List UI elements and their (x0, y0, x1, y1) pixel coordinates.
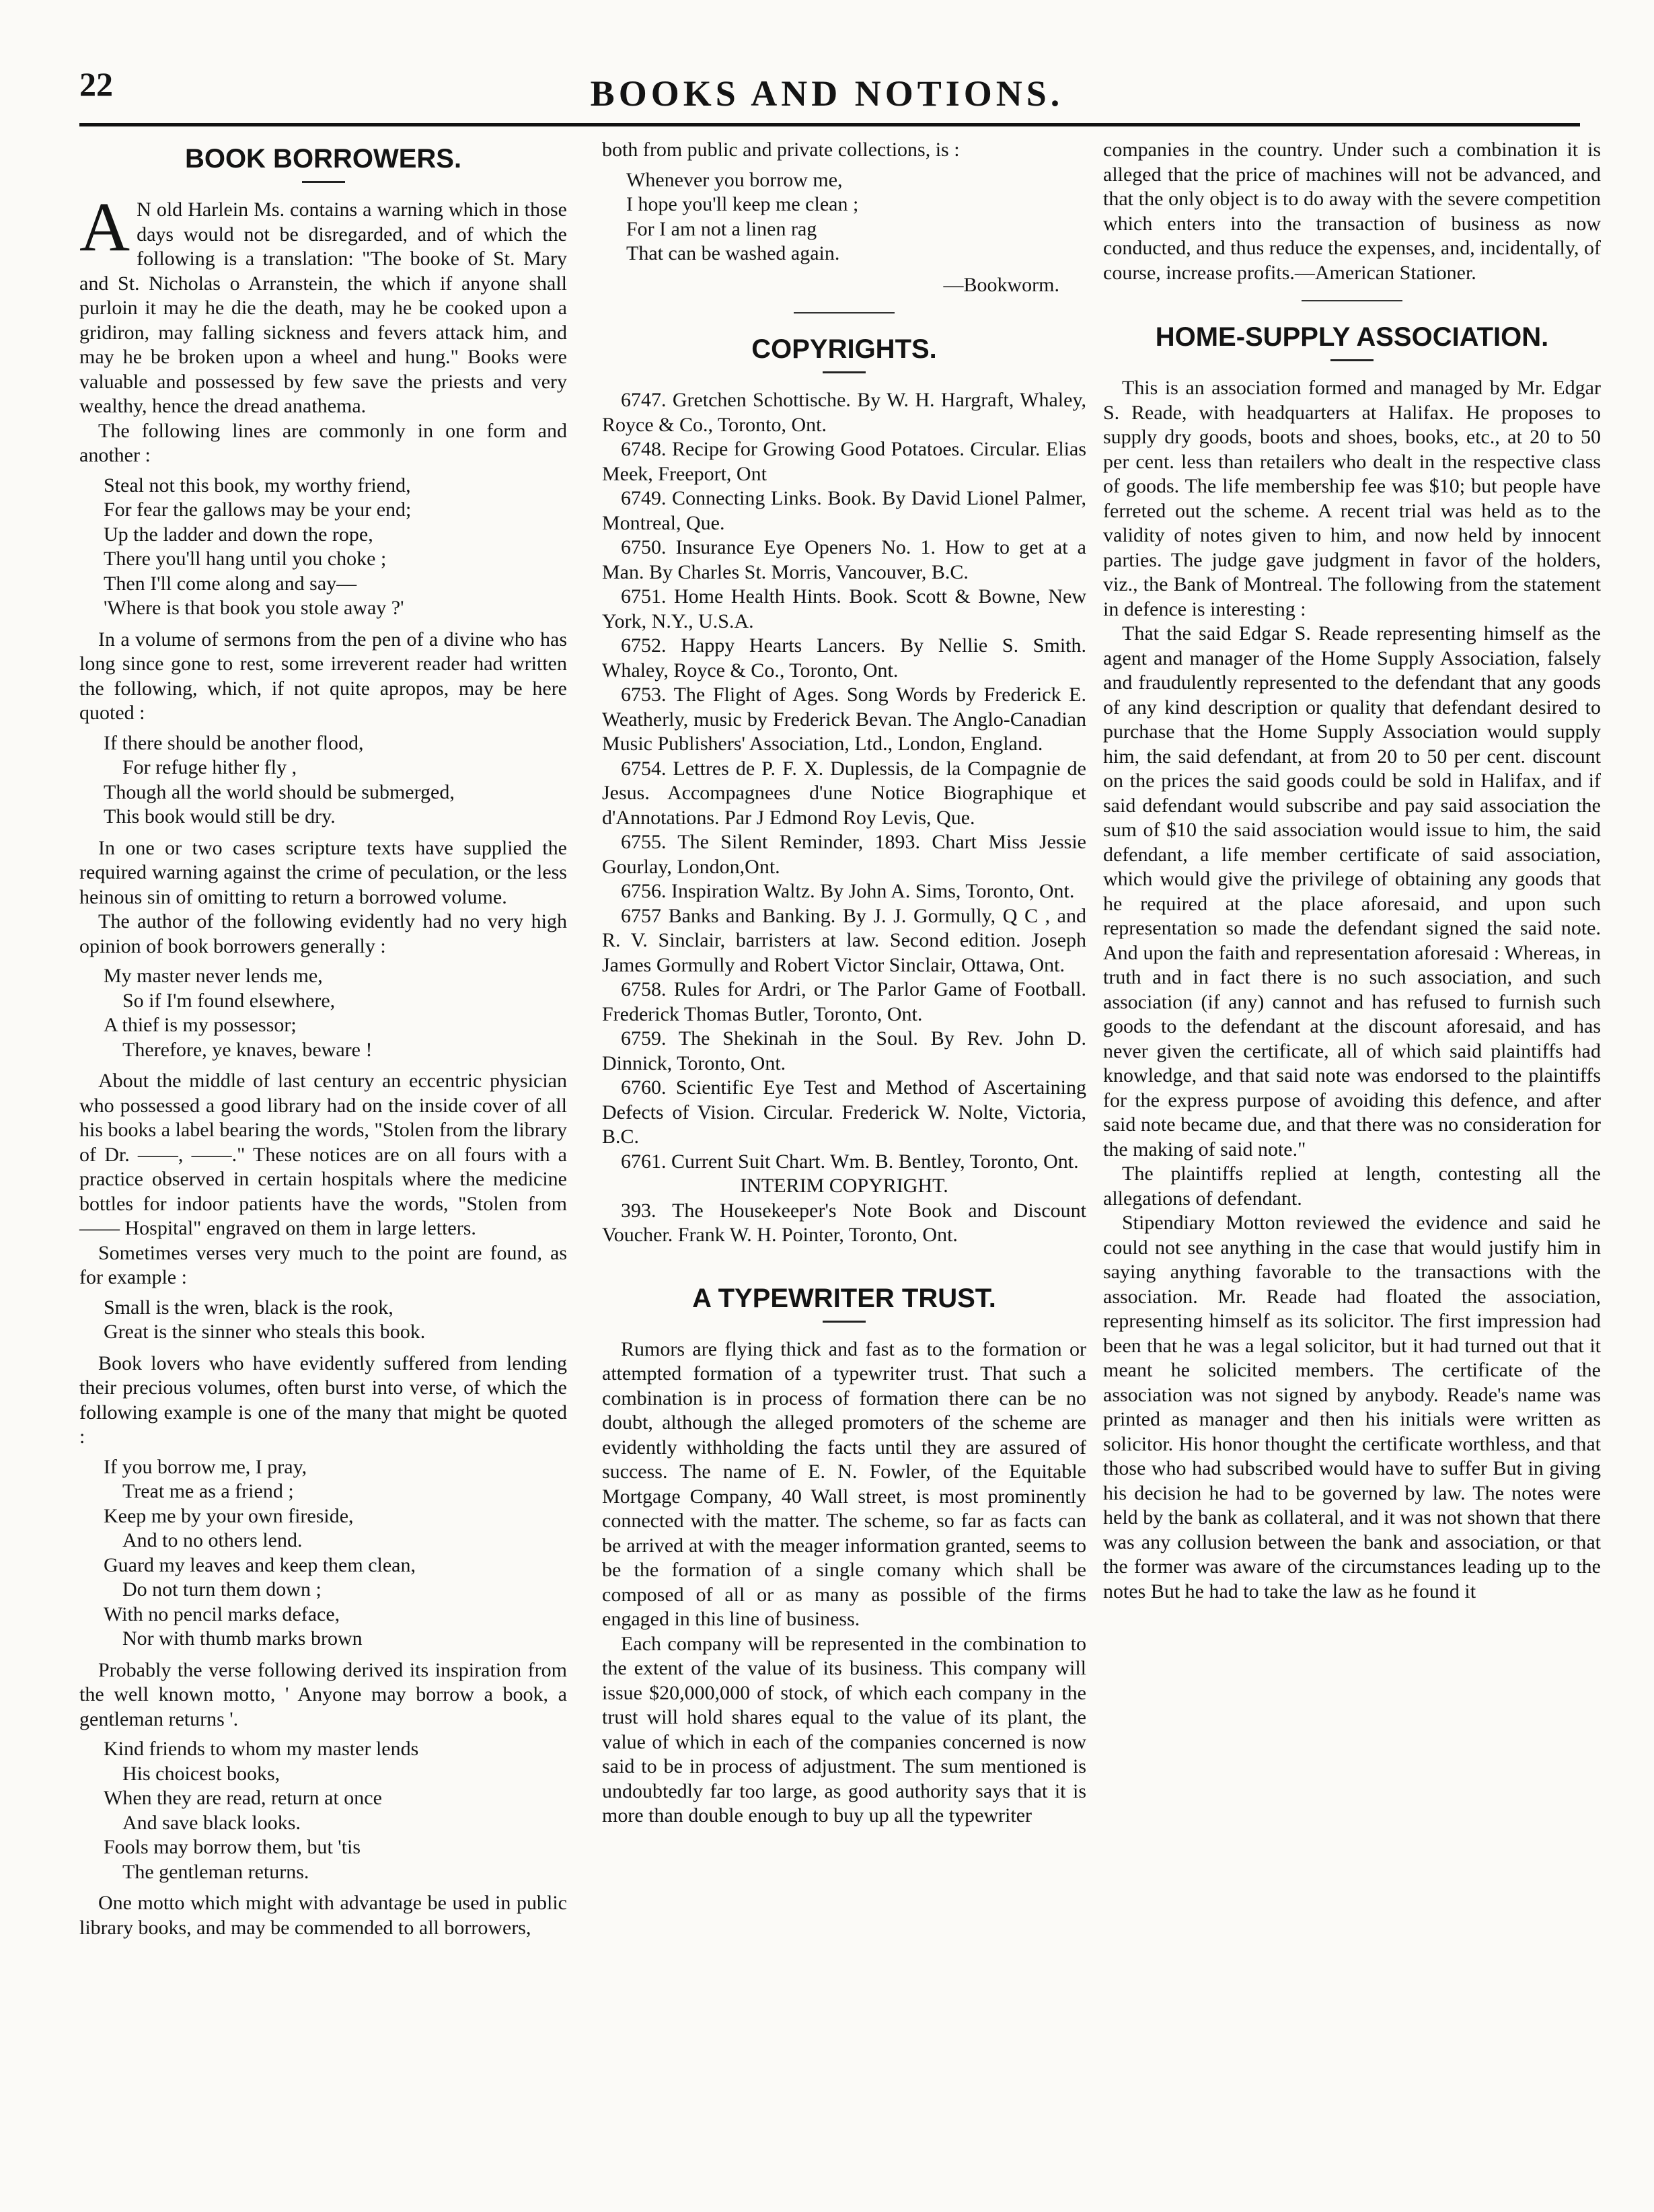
paragraph: In one or two cases scripture texts have supplied the required warning against the crime of peculation, or the less heinous sin of omitting to return a borrowed volume. (79, 836, 567, 908)
verse-borrow-me (104, 1455, 567, 1652)
verse-line: There you'll hang until you choke ; (104, 548, 387, 570)
section-divider (794, 312, 895, 314)
verse-line: So if I'm found elsewhere, (122, 989, 336, 1012)
paragraph: Book lovers who have evidently suffered from lending their precious volumes, often burst into verse, of which the following example is one of the many that might be quoted : (79, 1352, 567, 1448)
verse-line: Therefore, ye knaves, beware ! (122, 1038, 373, 1061)
title-separator (302, 181, 345, 183)
verse-line: Then I'll come along and say— (104, 572, 357, 595)
paragraph: The author of the following evidently had no very high opinion of book borrowers generally : (79, 910, 567, 957)
spacer (602, 1248, 1086, 1263)
continued-paragraph: companies in the country. Under such a combination it is alleged that the price of machines will not be advanced, and that the only object is to do away with the severe competition which enters into the transaction of business as now conducted, and thus reduce the expenses, and, incidentally, of course, increase profits.—American Stationer. (1103, 139, 1601, 284)
column-2 (602, 138, 1086, 1829)
intro-text: N old Harlein Ms. contains a warning which in those days would not be disregarded, and of which the following is a translation: "The booke of St. Mary and St. Nicholas o Arranstein, the which if anyone shall purloin it may he die the death, may he be cooked upon a gridiron, may falling sickness and fevers attack him, and may he be broken upon a wheel and hung." Books were valuable and possessed by few save the priests and very wealthy, hence the dread anathema. (79, 198, 567, 417)
verse-flood (104, 731, 567, 830)
paragraph: Sometimes verses very much to the point are found, as for example : (79, 1241, 567, 1288)
verse-line: And save black looks. (122, 1811, 301, 1834)
verse-line: Great is the sinner who steals this book. (104, 1321, 426, 1343)
verse-line: Kind friends to whom my master lends (104, 1738, 419, 1760)
copyrights-title: COPYRIGHTS. (751, 334, 937, 364)
page-header (0, 0, 1654, 135)
verse-line: When they are read, return at once (104, 1787, 382, 1809)
copyright-entry: 6759. The Shekinah in the Soul. By Rev. John D. Dinnick, Toronto, Ont. (602, 1027, 1086, 1074)
verse-kind-friends (104, 1737, 567, 1884)
header-rule (79, 123, 1580, 126)
home-supply-title: HOME-SUPPLY ASSOCIATION. (1155, 322, 1549, 352)
copyright-entry: 6748. Recipe for Growing Good Potatoes. Circular. Elias Meek, Freeport, Ont (602, 438, 1086, 485)
verse-line: Keep me by your own fireside, (104, 1504, 354, 1527)
continued-paragraph: both from public and private collections, is : (602, 139, 960, 161)
typewriter-trust-title: A TYPEWRITER TRUST. (692, 1283, 996, 1313)
verse-line: For I am not a linen rag (626, 217, 817, 240)
paragraph: One motto which might with advantage be used in public library books, and may be commended to all borrowers, (79, 1892, 567, 1939)
book-borrowers-title: BOOK BORROWERS. (184, 144, 462, 174)
copyright-entry: 6754. Lettres de P. F. X. Duplessis, de la Compagnie de Jesus. Accompagnees d'une Notice Biographique et d'Annotations. Par J Edmond Roy Levis, Que. (602, 757, 1086, 829)
interim-copyright-entry: 393. The Housekeeper's Note Book and Discount Voucher. Frank W. H. Pointer, Toronto, Ont. (602, 1199, 1086, 1246)
verse-steal-not (104, 474, 567, 621)
verse-line: And to no others lend. (122, 1529, 303, 1551)
verse-line: The gentleman returns. (122, 1860, 309, 1883)
copyright-entry: 6757 Banks and Banking. By J. J. Gormully, Q C , and R. V. Sinclair, barristers at law. Second edition. Joseph James Gormully and Robert Victor Sinclair, Ottawa, Ont. (602, 904, 1086, 976)
drop-cap: A (79, 188, 130, 266)
verse-line: A thief is my possessor; (104, 1014, 297, 1036)
verse-line: Nor with thumb marks brown (122, 1627, 363, 1650)
verse-master (104, 964, 567, 1062)
copyright-entry: 6753. The Flight of Ages. Song Words by Frederick E. Weatherly, music by Frederick Bevan. The Anglo-Canadian Music Publishers' Association, Ltd., London, England. (602, 684, 1086, 755)
column-1 (79, 138, 567, 1940)
copyright-entry: 6751. Home Health Hints. Book. Scott & Bowne, New York, N.Y., U.S.A. (602, 585, 1086, 632)
verse-line: My master never lends me, (104, 965, 323, 987)
copyright-entry: 6749. Connecting Links. Book. By David Lionel Palmer, Montreal, Que. (602, 487, 1086, 534)
copyright-entry: 6760. Scientific Eye Test and Method of Ascertaining Defects of Vision. Circular. Frederick W. Nolte, Victoria, B.C. (602, 1076, 1086, 1148)
verse-bookworm (626, 168, 1086, 266)
section-divider (1302, 300, 1402, 301)
verse-line: Whenever you borrow me, (626, 168, 843, 191)
verse-line: Up the ladder and down the rope, (104, 523, 373, 546)
copyright-entry: 6761. Current Suit Chart. Wm. B. Bentley, Toronto, Ont. (621, 1150, 1079, 1173)
title-separator (823, 371, 866, 373)
paragraph: That the said Edgar S. Reade representing himself as the agent and manager of the Home Supply Association, falsely and fraudulently represented to the defendant that any goods of any kind description or quality that defendant desired to purchase that the Home Supply Association would supply him, the said defendant, at from 20 to 50 per cent. discount on the prices the said goods could be sold in Halifax, and if said defendant would subscribe and pay said association the sum of $10 the said association would issue to him, the said defendant, a life member certificate of said association, which would give the privilege of obtaining any goods that he required at the place aforesaid, and upon such representation so made the defendant signed the said note. And upon the faith and representation aforesaid : Whereas, in truth and in fact there is no such association, and such association (if any) cannot and has refused to furnish such goods to the defendant at the discount aforesaid, and has never given the certificate, all of which said plaintiffs had knowledge, and that said note was endorsed to the plaintiffs for the express purpose of avoiding this defence, and after said note became due, and that there was no consideration for the making of said note." (1103, 622, 1601, 1160)
verse-line: If there should be another flood, (104, 731, 364, 754)
verse-line: For fear the gallows may be your end; (104, 499, 412, 521)
verse-line: For refuge hither fly , (122, 756, 297, 778)
verse-line: I hope you'll keep me clean ; (626, 193, 859, 215)
running-title: BOOKS AND NOTIONS. (590, 73, 1064, 114)
verse-line: With no pencil marks deface, (104, 1602, 340, 1625)
verse-line: This book would still be dry. (104, 805, 336, 827)
paragraph: Stipendiary Motton reviewed the evidence and said he could not see anything in the case that would justify him in saying anything favorable to the transactions with the association. Mr. Reade had floated the association, representing himself as its solicitor. The first impression had been that he was a legal solicitor, but it had turned out that it meant he solicited members. The certificate of the association was not signed by anybody. Reade's name was printed as manager and then his initials were written as solicitor. His honor thought the certificate worthless, and that those who had subscribed would have to suffer But in giving his decision he had to be governed by law. The notes were held by the bank as collateral, and it was not shown that there was any collusion between the bank and association, or that the former was aware of the circumstances leading up to the notes But he had to take the law as he found it (1103, 1212, 1601, 1602)
copyright-entry: 6750. Insurance Eye Openers No. 1. How to get at a Man. By Charles St. Morris, Vancouver, B.C. (602, 536, 1086, 583)
paragraph: About the middle of last century an eccentric physician who possessed a good library had on the inside cover of all his books a label bearing the words, "Stolen from the library of Dr. ——, ——." These notices are on all fours with a practice observed in certain hospitals where the medicine bottles for indoor patients have the words, "Stolen from —— Hospital" engraved on them in large letters. (79, 1070, 567, 1239)
copyright-entry: 6755. The Silent Reminder, 1893. Chart Miss Jessie Gourlay, London,Ont. (602, 831, 1086, 878)
paragraph: The plaintiffs replied at length, contesting all the allegations of defendant. (1103, 1163, 1601, 1210)
paragraph: Probably the verse following derived its inspiration from the well known motto, ' Anyone may borrow a book, a gentleman returns '. (79, 1658, 567, 1730)
verse-line: Treat me as a friend ; (122, 1480, 294, 1502)
verse-line: Steal not this book, my worthy friend, (104, 474, 411, 496)
verse-line: Small is the wren, black is the rook, (104, 1296, 393, 1319)
verse-line: Fools may borrow them, but 'tis (104, 1836, 361, 1858)
intro-paragraph (79, 188, 567, 419)
verse-line: His choicest books, (122, 1762, 280, 1785)
spacer (602, 1263, 1086, 1278)
paragraph: In a volume of sermons from the pen of a divine who has long since gone to rest, some irreverent reader had written the following, which, if not quite apropos, may be here quoted : (79, 628, 567, 724)
title-separator (1330, 359, 1374, 361)
verse-line: If you borrow me, I pray, (104, 1455, 307, 1478)
copyright-entry: 6747. Gretchen Schottische. By W. H. Hargraft, Whaley, Royce & Co., Toronto, Ont. (602, 389, 1086, 436)
column-3 (1103, 138, 1601, 1604)
title-separator (823, 1321, 866, 1323)
paragraph: This is an association formed and managed by Mr. Edgar S. Reade, with headquarters at Halifax. He proposes to supply dry goods, boots and shoes, books, etc., at 20 to 50 per cent. less than retailers who dealt in the respective class of goods. The life membership fee was $10; but people have ferreted out the scheme. A recent trial was held as to the validity of notes given to him, and now held by innocent parties. The judge gave judgment in favor of the holders, viz., the Bank of Montreal. The following from the statement in defence is interesting : (1103, 377, 1601, 620)
verse-line: Do not turn them down ; (122, 1578, 322, 1600)
copyright-entry: 6752. Happy Hearts Lancers. By Nellie S. Smith. Whaley, Royce & Co., Toronto, Ont. (602, 634, 1086, 681)
paragraph: The following lines are commonly in one form and another : (79, 419, 567, 466)
verse-line: Though all the world should be submerged, (104, 780, 455, 803)
paragraph: Rumors are flying thick and fast as to the formation or attempted formation of a typewriter trust. That such a combination is in process of formation there can be no doubt, although the alleged promoters of the scheme are evidently withholding the facts until they are assured of success. The name of E. N. Fowler, of the Equitable Mortgage Company, 40 Wall street, is most prominently connected with the matter. The scheme, so far as facts can be arrived at with the meager information granted, seems to be the formation of a single comany which shall be composed of all or as many as possible of the firms engaged in this line of business. (602, 1337, 1086, 1630)
paragraph: Each company will be represented in the combination to the extent of the value of its business. This company will issue $20,000,000 of stock, of which each company in the trust will hold shares equal to the value of its plant, the value of which in each of the companies concerned is now said to be in process of adjustment. The sum mentioned is undoubtedly far too large, as good authority says that it is more than double enough to buy up all the typewriter (602, 1632, 1086, 1827)
verse-wren (104, 1296, 567, 1345)
copyright-entry: 6756. Inspiration Waltz. By John A. Sims, Toronto, Ont. (621, 880, 1075, 902)
verse-line: Guard my leaves and keep them clean, (104, 1553, 416, 1576)
interim-copyright-heading: INTERIM COPYRIGHT. (740, 1175, 948, 1197)
verse-line: That can be washed again. (626, 242, 840, 264)
verse-line: 'Where is that book you stole away ?' (104, 597, 404, 619)
page-number: 22 (79, 65, 113, 103)
attribution: —Bookworm. (943, 273, 1059, 296)
copyright-entry: 6758. Rules for Ardri, or The Parlor Game of Football. Frederick Thomas Butler, Toronto, Ont. (602, 978, 1086, 1025)
